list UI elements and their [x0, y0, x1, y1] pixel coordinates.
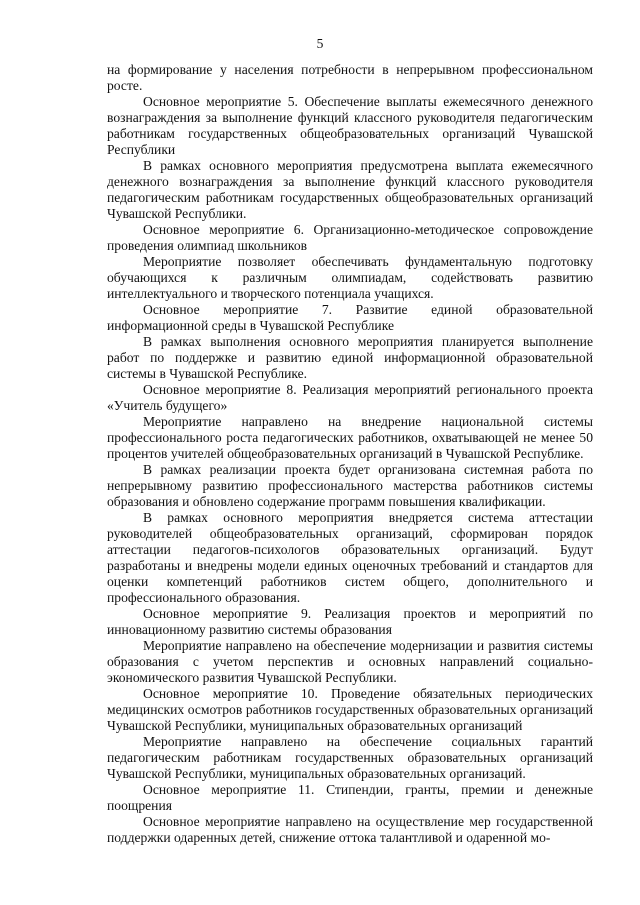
heading-measure-6: Основное мероприятие 6. Организационно-методическое сопровождение проведения олимпиад школьников — [107, 222, 593, 253]
heading-measure-10: Основное мероприятие 10. Проведение обязательных периодических медицинских осмотров работников государственных образовательных организаций Чувашской Республики, муниципальных образовательных организаций — [107, 686, 593, 733]
paragraph-measure-6: Мероприятие позволяет обеспечивать фундаментальную подготовку обучающихся к различным олимпиадам, содействовать развитию интеллектуального и творческого потенциала учащихся. — [107, 254, 593, 301]
paragraph-measure-8-b: В рамках реализации проекта будет организована системная работа по непрерывному развитию профессионального мастерства работников системы образования и обновлено содержание программ повышения квалификации. — [107, 462, 593, 509]
heading-measure-9: Основное мероприятие 9. Реализация проектов и мероприятий по инновационному развитию системы образования — [107, 606, 593, 637]
paragraph-measure-7: В рамках выполнения основного мероприятия планируется выполнение работ по поддержке и развитию единой информационной образовательной системы в Чувашской Республике. — [107, 334, 593, 381]
page-number: 5 — [316, 36, 324, 51]
paragraph-continuation: на формирование у населения потребности в непрерывном профессиональном росте. — [107, 62, 593, 93]
heading-measure-5: Основное мероприятие 5. Обеспечение выплаты ежемесячного денежного вознаграждения за выполнение функций классного руководителя педагогическим работникам государственных общеобразовательных организаций Чувашской Республики — [107, 94, 593, 157]
paragraph-measure-9: Мероприятие направлено на обеспечение модернизации и развития системы образования с учетом перспектив и основных направлений социально-экономического развития Чувашской Республики. — [107, 638, 593, 685]
heading-measure-11: Основное мероприятие 11. Стипендии, гранты, премии и денежные поощрения — [107, 782, 593, 813]
heading-measure-8: Основное мероприятие 8. Реализация мероприятий регионального проекта «Учитель будущего» — [107, 382, 593, 413]
paragraph-measure-11: Основное мероприятие направлено на осуществление мер государственной поддержки одаренных детей, снижение оттока талантливой и одаренной мо- — [107, 814, 593, 845]
heading-measure-7: Основное мероприятие 7. Развитие единой образовательной информационной среды в Чувашской Республике — [107, 302, 593, 333]
paragraph-measure-8-c: В рамках основного мероприятия внедряется система аттестации руководителей общеобразовательных организаций, сформирован порядок аттестации педагогов-психологов образовательных организаций. Будут разработаны и внедрены модели единых оценочных требований и стандартов для оценки компетенций работников систем общего, дополнительного и профессионального образования. — [107, 510, 593, 605]
paragraph-measure-5: В рамках основного мероприятия предусмотрена выплата ежемесячного денежного вознаграждения за выполнение функций классного руководителя педагогическим работникам государственных общеобразовательных организаций Чувашской Республики. — [107, 158, 593, 221]
paragraph-measure-8-a: Мероприятие направлено на внедрение национальной системы профессионального роста педагогических работников, охватывающей не менее 50 процентов учителей общеобразовательных организаций в Чувашской Республике. — [107, 414, 593, 461]
body-text — [107, 62, 593, 846]
paragraph-measure-10: Мероприятие направлено на обеспечение социальных гарантий педагогическим работникам государственных образовательных организаций Чувашской Республики, муниципальных образовательных организаций. — [107, 734, 593, 781]
